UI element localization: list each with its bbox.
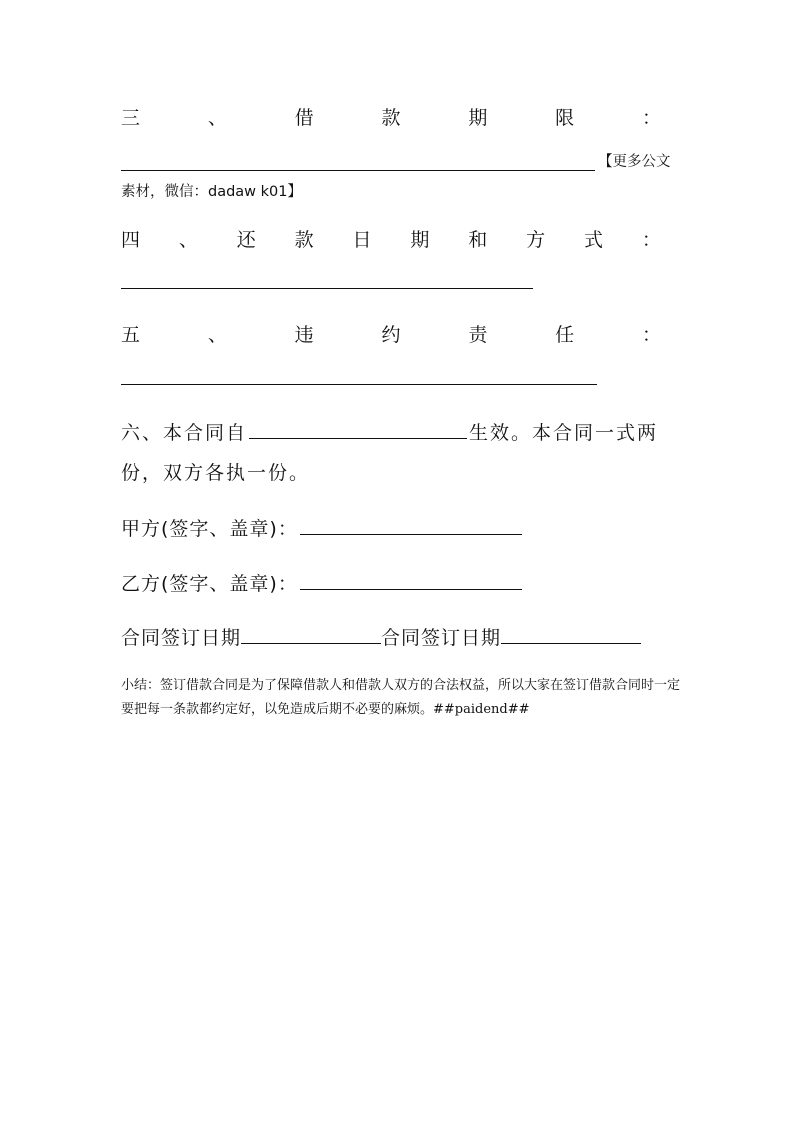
section-4-char: 款 — [294, 229, 314, 251]
party-b-signature-blank — [300, 571, 522, 590]
section-4-heading — [121, 228, 661, 252]
sign-date-label-1: 合同签订日期 — [121, 627, 242, 649]
section-5-heading — [121, 323, 661, 347]
section-3-blank — [121, 170, 595, 171]
section-6-suffix: 生效。本合同一式两 — [469, 422, 659, 444]
section-5-char: 违 — [294, 324, 314, 346]
party-a-label: 甲方(签字、盖章)： — [121, 518, 298, 540]
section-3-char: 款 — [381, 107, 401, 129]
section-5-char: 任 — [555, 324, 575, 346]
section-3-note-part2: 素材，微信：dadaw k01】 — [121, 184, 302, 200]
effective-date-blank — [249, 420, 467, 439]
section-4-char: 四 — [121, 229, 141, 251]
party-b-line — [121, 571, 524, 596]
section-4-char: 方 — [526, 229, 546, 251]
section-3-char: 借 — [294, 107, 314, 129]
section-4-blank — [121, 288, 533, 289]
section-4-char: 日 — [352, 229, 372, 251]
section-5-char: 五 — [121, 324, 141, 346]
section-5-char: 责 — [468, 324, 488, 346]
section-6-line1 — [121, 420, 658, 445]
party-a-signature-blank — [300, 516, 522, 535]
section-3-heading — [121, 106, 661, 130]
sign-date-line — [121, 625, 641, 650]
section-5-blank — [121, 384, 597, 385]
section-4-char: 期 — [410, 229, 430, 251]
section-3-note-part1: 【更多公文 — [598, 154, 671, 170]
party-b-label: 乙方(签字、盖章)： — [121, 573, 298, 595]
section-4-char: 式 — [584, 229, 604, 251]
section-3-char: ： — [641, 107, 661, 129]
sign-date-blank-1 — [241, 625, 381, 644]
section-5-char: ： — [641, 324, 661, 346]
section-6-prefix: 六、本合同自 — [121, 422, 248, 444]
section-3-char: 期 — [468, 107, 488, 129]
section-3-char: 、 — [207, 107, 227, 129]
section-5-char: 、 — [207, 324, 227, 346]
sign-date-blank-2 — [501, 625, 641, 644]
sign-date-label-2: 合同签订日期 — [381, 627, 502, 649]
summary-paragraph: 小结：签订借款合同是为了保障借款人和借款人双方的合法权益，所以大家在签订借款合同时一定要把每一条款都约定好，以免造成后期不必要的麻烦。##paidend## — [121, 678, 681, 717]
section-4-char: 还 — [236, 229, 256, 251]
section-4-char: 、 — [178, 229, 198, 251]
section-4-char: 和 — [468, 229, 488, 251]
party-a-line — [121, 516, 524, 541]
section-3-char: 三 — [121, 107, 141, 129]
section-4-char: ： — [641, 229, 661, 251]
section-5-char: 约 — [381, 324, 401, 346]
section-3-char: 限 — [555, 107, 575, 129]
section-6-line2: 份，双方各执一份。 — [121, 462, 311, 484]
